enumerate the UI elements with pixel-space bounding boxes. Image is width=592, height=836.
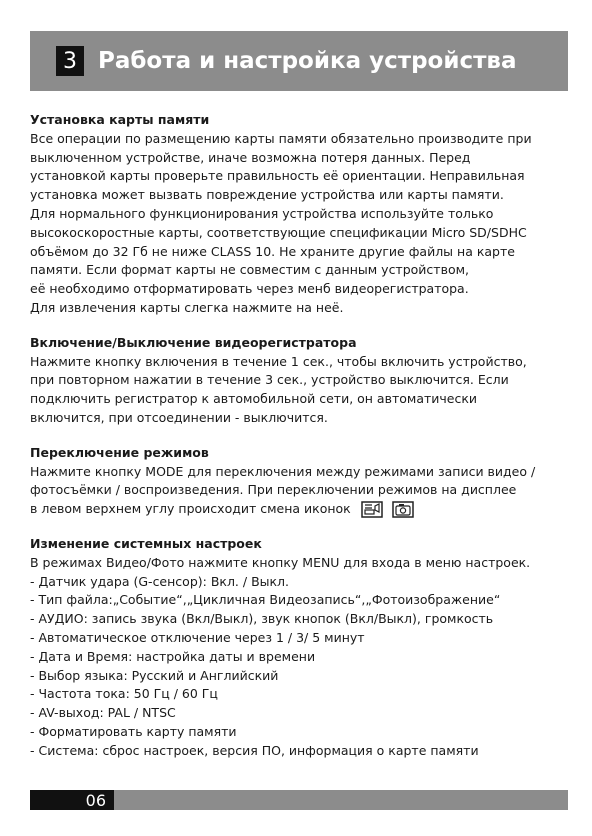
section-modes xyxy=(30,444,570,519)
text-line: подключить регистратор к автомобильной сети, он автоматически xyxy=(30,391,478,407)
section-memory-card xyxy=(30,111,570,318)
list-item: - Система: сброс настроек, версия ПО, информация о карте памяти xyxy=(30,742,479,758)
photo-mode-icon xyxy=(392,501,414,518)
text-line: в левом верхнем углу происходит смена иконок xyxy=(30,501,351,517)
page-content xyxy=(30,111,570,777)
section-heading: Установка карты памяти xyxy=(30,112,210,127)
text-line: высокоскоростные карты, соответствующие спецификации Micro SD/SDHC xyxy=(30,224,527,240)
text-line: Для извлечения карты слегка нажмите на неё. xyxy=(30,299,344,315)
list-item: - Форматировать карту памяти xyxy=(30,723,237,739)
chapter-title: Работа и настройка устройства xyxy=(98,48,517,74)
text-line: Все операции по размещению карты памяти обязательно производите при xyxy=(30,130,532,146)
text-line: Для нормального функционирования устройства используйте только xyxy=(30,205,494,221)
text-line: памяти. Если формат карты не совместим с данным устройством, xyxy=(30,262,469,278)
text-line: В режимах Видео/Фото нажмите кнопку MENU для входа в меню настроек. xyxy=(30,554,531,570)
text-line: её необходимо отформатировать через менб видеорегистратора. xyxy=(30,281,469,297)
text-line-with-icons xyxy=(30,500,570,519)
text-line: включится, при отсоединении - выключится. xyxy=(30,409,328,425)
section-heading: Изменение системных настроек xyxy=(30,535,262,551)
list-item: - Тип файла:„Событие“,„Цикличная Видеозапись“,„Фотоизображение“ xyxy=(30,592,501,608)
text-line: фотосъёмки / воспроизведения. При переключении режимов на дисплее xyxy=(30,482,517,498)
list-item: - AV-выход: PAL / NTSC xyxy=(30,705,176,721)
chapter-number: 3 xyxy=(56,46,84,76)
list-item: - АУДИО: запись звука (Вкл/Выкл), звук кнопок (Вкл/Выкл), громкость xyxy=(30,611,494,627)
text-line: выключенном устройстве, иначе возможна потеря данных. Перед xyxy=(30,149,471,165)
list-item: - Автоматическое отключение через 1 / 3/ 5 минут xyxy=(30,629,365,645)
list-item: - Выбор языка: Русский и Английский xyxy=(30,667,279,683)
section-power xyxy=(30,334,570,428)
section-heading: Включение/Выключение видеорегистратора xyxy=(30,334,357,350)
text-line: установка может вызвать повреждение устройства или карты памяти. xyxy=(30,187,504,203)
list-item: - Датчик удара (G-сенсор): Вкл. / Выкл. xyxy=(30,573,290,589)
chapter-header xyxy=(30,31,568,91)
list-item: - Частота тока: 50 Гц / 60 Гц xyxy=(30,686,218,702)
text-line: Нажмите кнопку включения в течение 1 сек., чтобы включить устройство, xyxy=(30,353,527,369)
text-line: Нажмите кнопку MODE для переключения между режимами записи видео / xyxy=(30,463,536,479)
mode-icons xyxy=(361,501,414,518)
section-heading: Переключение режимов xyxy=(30,444,209,460)
page-number: 06 xyxy=(30,790,114,810)
list-item: - Дата и Время: настройка даты и времени xyxy=(30,648,316,664)
video-mode-icon xyxy=(361,501,383,518)
text-line: установкой карты проверьте правильность её ориентации. Неправильная xyxy=(30,168,525,184)
text-line: при повторном нажатии в течение 3 сек., устройство выключится. Если xyxy=(30,372,509,388)
section-settings xyxy=(30,535,570,761)
text-line: объёмом до 32 Гб не ниже CLASS 10. Не храните другие файлы на карте xyxy=(30,243,515,259)
